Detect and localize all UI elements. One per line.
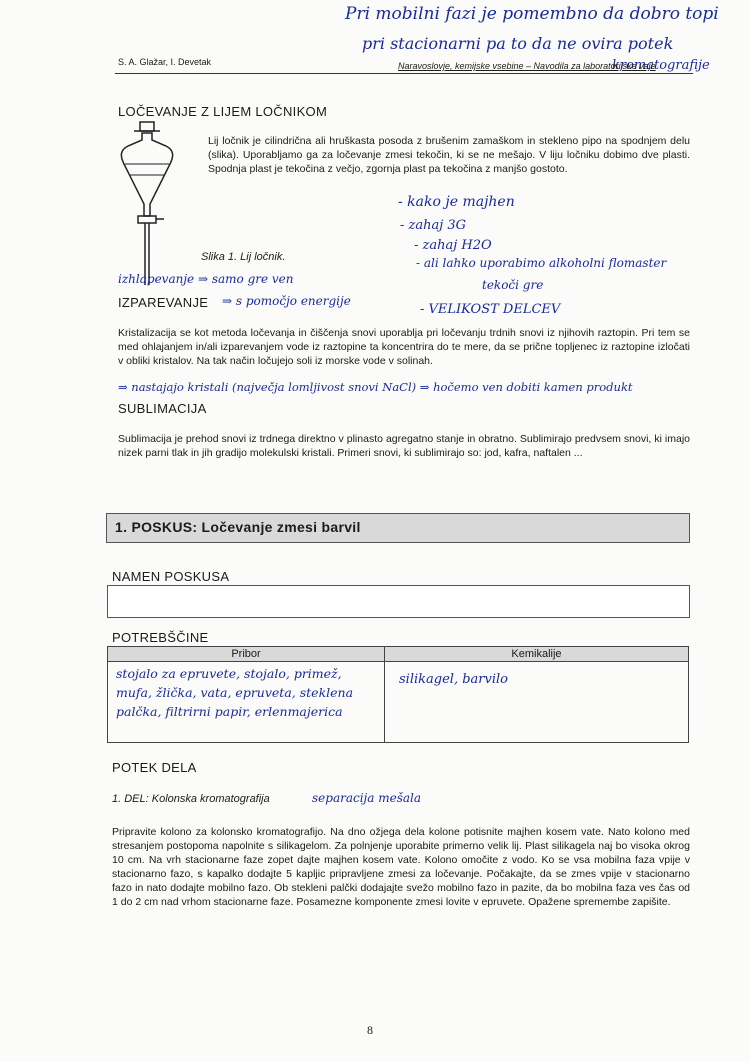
handwritten-note-r1: - kako je majhen — [398, 194, 515, 210]
handwritten-note-r5: tekoči gre — [482, 278, 544, 292]
handwritten-note-left: izhlapevanje ⇒ samo gre ven — [118, 272, 294, 286]
equipment-table — [107, 646, 689, 743]
page-number: 8 — [367, 1023, 373, 1037]
handwritten-note-r4: - ali lahko uporabimo alkoholni flomaster — [416, 256, 667, 270]
kemikalije-cell[interactable] — [385, 662, 689, 743]
section-title-locevanje: LOČEVANJE Z LIJEM LOČNIKOM — [118, 104, 328, 119]
handwritten-note-r6: - VELIKOST DELCEV — [420, 302, 561, 317]
section-text-sublimacija: Sublimacija je prehod snovi iz trdnega direktno v plinasto agregatno stanje in obratno. Sublimirajo predvsem snovi, ki imajo nizek parni tlak in jih gradijo molekulski kristali. Primeri snovi, ki sublimirajo so: jod, kafra, naftalen ... — [118, 433, 690, 459]
handwritten-note-top-2: pri stacionarni pa to da ne ovira potek — [362, 34, 674, 53]
col-header-pribor: Pribor — [108, 647, 385, 662]
potek-title: POTEK DELA — [112, 760, 197, 775]
handwritten-note-kristalizacija: ⇒ nastajajo kristali (največja lomljivost snovi NaCl) ⇒ hočemo ven dobiti kamen produkt — [118, 380, 633, 394]
handwritten-note-izparevanje: ⇒ s pomočjo energije — [222, 294, 351, 308]
potrebscine-title: POTREBŠČINE — [112, 630, 209, 645]
figure-caption: Slika 1. Lij ločnik. — [201, 251, 286, 263]
header-authors: S. A. Glažar, I. Devetak — [118, 57, 212, 67]
namen-answer-box[interactable] — [107, 585, 690, 618]
handwritten-note-top-1: Pri mobilni fazi je pomembno da dobro topi — [345, 4, 719, 24]
part1-handwritten-note: separacija mešala — [312, 791, 422, 805]
handwritten-note-r2: - zahaj 3G — [400, 218, 467, 233]
kemikalije-handwritten: silikagel, barvilo — [399, 672, 508, 687]
header-rule — [115, 73, 693, 74]
col-header-kemikalije: Kemikalije — [385, 647, 689, 662]
handwritten-note-r3: - zahaj H2O — [414, 238, 492, 253]
separatory-funnel-figure — [112, 120, 192, 290]
part1-heading: 1. DEL: Kolonska kromatografija — [112, 793, 270, 805]
section-text-izparevanje: Kristalizacija se kot metoda ločevanja in čiščenja snovi uporablja pri ločevanju trdnih snovi iz njihovih raztopin. Pri tem se med ohlajanjem in/ali izparevanjem vode iz raztopine ta koncentrira do te mere, da se prične topljenec iz raztopine izločati v obliki kristalov. Na tak način ločujejo soli iz morske vode v solinah. — [118, 327, 690, 367]
experiment-title: 1. POSKUS: Ločevanje zmesi barvil — [115, 519, 361, 535]
handwritten-note-top-3: kromatografije — [612, 58, 710, 73]
pribor-cell[interactable] — [108, 662, 385, 743]
header-subtitle: Naravoslovje, kemijske vsebine – Navodila za laboratorijske vaje — [398, 61, 656, 71]
section-text-locevanje: Lij ločnik je cilindrična ali hruškasta posoda z brušenim zamaškom in stekleno pipo na spodnjem delu (slika). Uporabljamo ga za ločevanje zmesi tekočin, ki se ne mešajo. V liju ločniku dobimo dve plasti. Spodnja plast je tekočina z večjo, zgornja plast pa tekočina z manjšo gostoto. — [208, 135, 690, 175]
procedure-text: Pripravite kolono za kolonsko kromatografijo. Na dno ožjega dela kolone potisnite majhen kosem vate. Nato kolono med stresanjem postopoma napolnite s silikagelom. Za polnjenje uporabite primerno velik lij. Plast silikagela naj bo visoka okrog 10 cm. Na vrh stacionarne faze zopet dajte majhen kosem vate. Kolono omočite z vodo. Ko se vsa mobilna faza vpije v stacionarno fazo, s kapalko dodajte 5 kapljic pripravljene zmesi za ločevanje. Počakajte, da se zmes vpije v stacionarno fazo in nato dodajte mobilno fazo. Ob stekleni palčki dodajajte svežo mobilno fazo in pazite, da bo mobilna faza ves čas od 1 do 2 cm nad vrhom stacionarne faze. Posamezne komponente zmesi lovite v epruvete. Opažene spremembe zapišite. — [112, 826, 690, 908]
section-title-izparevanje: IZPAREVANJE — [118, 295, 209, 310]
pribor-handwritten: stojalo za epruvete, stojalo, primež, mufa, žlička, vata, epruveta, steklena palčka, filtrirni papir, erlenmajerica — [116, 666, 354, 719]
namen-title: NAMEN POSKUSA — [112, 569, 230, 584]
section-title-sublimacija: SUBLIMACIJA — [118, 401, 207, 416]
experiment-banner — [106, 513, 690, 543]
